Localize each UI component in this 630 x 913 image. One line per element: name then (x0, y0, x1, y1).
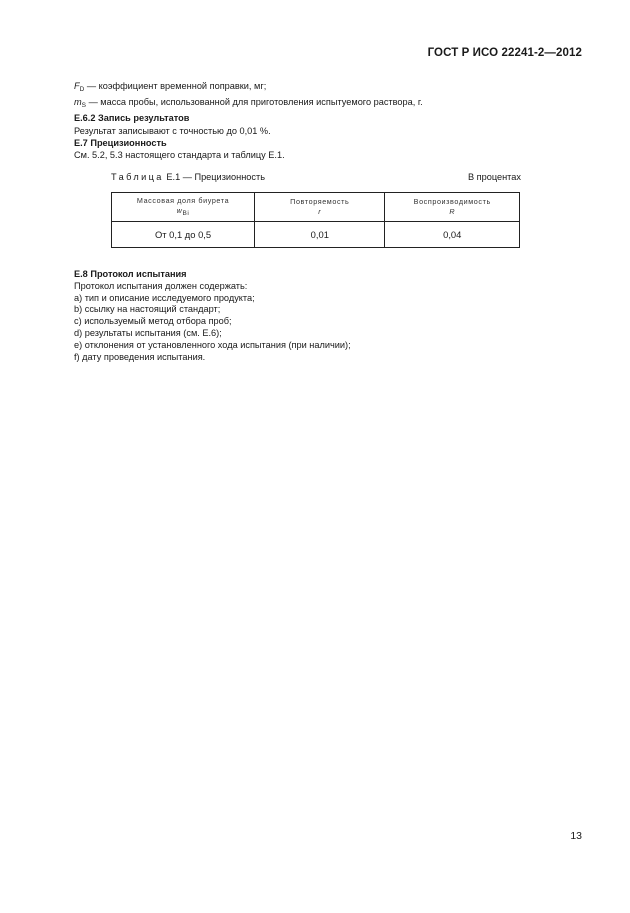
list-item: d) результаты испытания (см. Е.6); (74, 327, 222, 338)
definition-text: — коэффициент временной поправки, мг; (86, 81, 267, 91)
table-row (112, 222, 520, 248)
list-item: c) используемый метод отбора проб; (74, 316, 232, 327)
table-caption-rest: Е.1 — Прецизионность (166, 172, 265, 182)
table-header-row (112, 193, 520, 222)
header-symbol: R (449, 207, 456, 216)
list-item: f) дату проведения испытания. (74, 351, 206, 362)
document-header: ГОСТ Р ИСО 22241-2—2012 (427, 47, 582, 59)
section-e62-text: Результат записывают с точностью до 0,01 %. (74, 125, 271, 136)
definition-ms (74, 96, 574, 112)
section-e7-title: Е.7 Прецизионность (74, 137, 167, 148)
section-e8-title: Е.8 Протокол испытания (74, 269, 187, 279)
section-e7-text: См. 5.2, 5.3 настоящего стандарта и таблицу Е.1. (74, 150, 285, 161)
header-repeatability (255, 193, 385, 222)
header-reproducibility (385, 193, 520, 222)
header-symbol: r (318, 207, 322, 216)
header-symbol: w (176, 205, 183, 215)
lower-text-block (74, 269, 574, 363)
cell-range: От 0,1 до 0,5 (112, 222, 255, 248)
header-label: Массовая доля биурета (136, 195, 230, 205)
upper-text-block (74, 80, 574, 161)
list-item: e) отклонения от установленного хода испытания (при наличии); (74, 339, 351, 350)
cell-reproducibility: 0,04 (385, 222, 520, 248)
header-subscript: Bi (182, 209, 190, 217)
section-e8-intro: Протокол испытания должен содержать: (74, 280, 248, 291)
list-item: b) ссылку на настоящий стандарт; (74, 304, 221, 315)
header-label: Воспроизводимость (413, 197, 491, 206)
table-title (111, 172, 265, 182)
table-unit: В процентах (467, 172, 521, 182)
definition-subscript: D (79, 86, 85, 93)
table-caption-word: Таблица (111, 172, 164, 182)
list-item: a) тип и описание исследуемого продукта; (74, 292, 255, 303)
header-mass-fraction (112, 193, 255, 222)
definition-symbol: m (74, 97, 82, 108)
definition-subscript: S (81, 102, 86, 110)
definition-fd (74, 80, 574, 96)
precision-table (111, 192, 520, 248)
definition-text: — масса пробы, использованной для приготовления испытуемого раствора, г. (88, 97, 423, 108)
section-e62-title: Е.6.2 Запись результатов (74, 113, 190, 124)
table-caption (111, 172, 521, 182)
definition-symbol: F (74, 81, 80, 91)
cell-repeatability: 0,01 (255, 222, 385, 248)
header-label: Повторяемость (290, 197, 350, 206)
page-number: 13 (570, 830, 582, 842)
